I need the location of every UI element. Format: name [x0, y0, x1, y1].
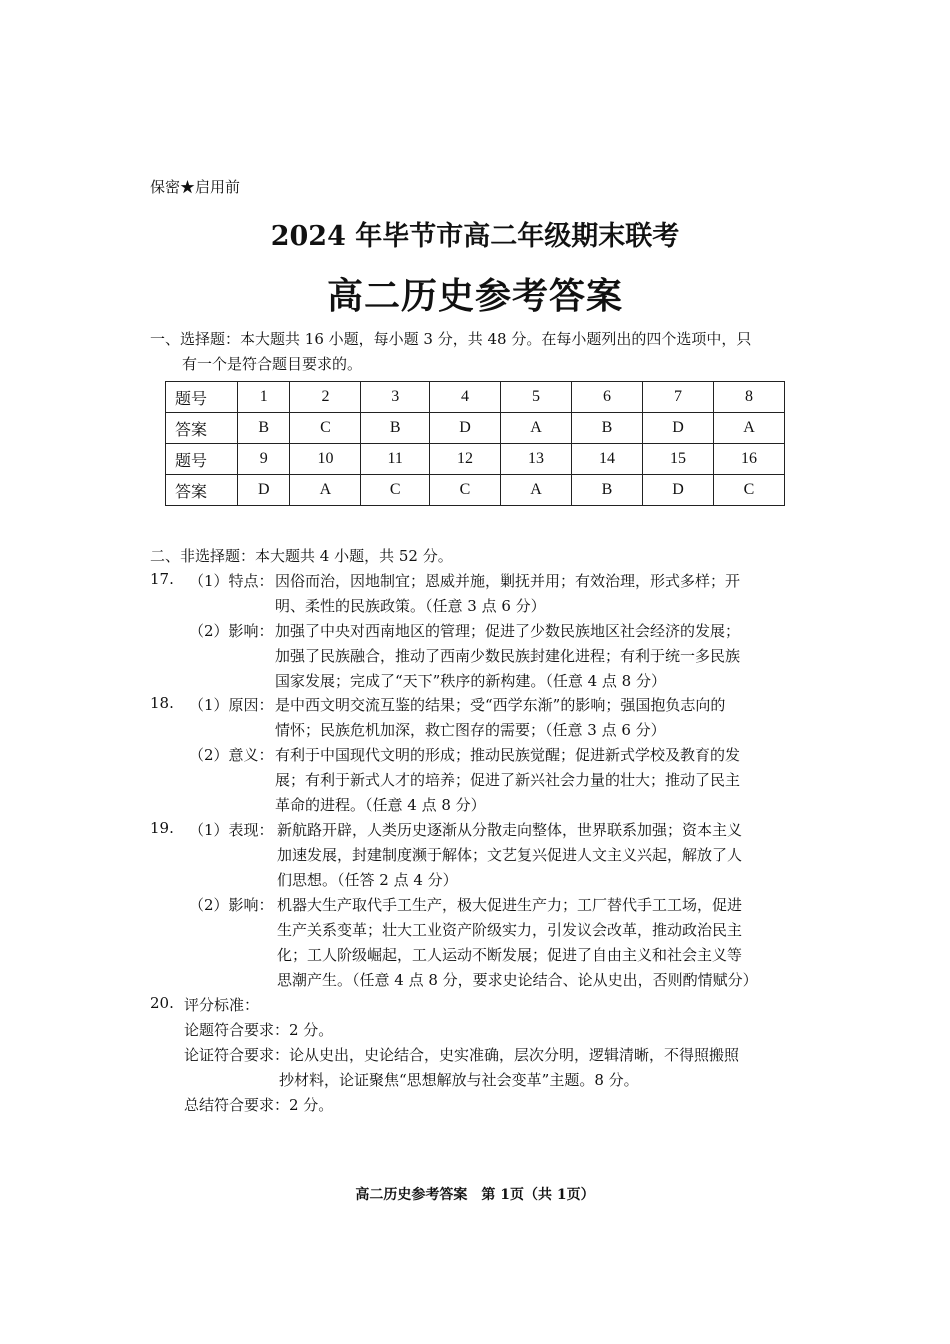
answer-table-cell: D [429, 413, 500, 444]
answer-table-cell: 2 [290, 382, 361, 413]
q17-p2-label: （2）影响： [189, 622, 274, 640]
answer-table-cell: D [642, 475, 713, 506]
section1-heading-cont: 有一个是符合题目要求的。 [182, 355, 363, 373]
q19-p1-label: （1）表现： [189, 821, 274, 839]
answer-table-row-label: 答案 [166, 475, 238, 506]
q19-p2-line: 思潮产生。（任意 4 点 8 分，要求史论结合、论从史出，否则酌情赋分） [277, 971, 758, 989]
answer-table-cell: D [238, 475, 290, 506]
q18-p1-line: 情怀；民族危机加深，救亡图存的需要；（任意 3 点 6 分） [275, 721, 666, 739]
answer-table [165, 381, 785, 506]
section1-heading: 一、选择题：本大题共 16 小题，每小题 3 分，共 48 分。在每小题列出的四个选项中，只 [150, 330, 752, 348]
answer-table-cell: A [290, 475, 361, 506]
answer-table-cell: 6 [571, 382, 642, 413]
q17-p2-line: 加强了中央对西南地区的管理；促进了少数民族地区社会经济的发展； [275, 622, 741, 640]
q19-p2-line: 生产关系变革；壮大工业资产阶级实力，引发议会改革，推动政治民主 [277, 921, 743, 939]
answer-table-cell: 5 [500, 382, 571, 413]
answer-table-cell: 3 [361, 382, 430, 413]
q20-number: 20. [150, 994, 174, 1012]
answer-table-cell: 11 [361, 444, 430, 475]
q18-p2-line: 有利于中国现代文明的形成；推动民族觉醒；促进新式学校及教育的发 [275, 746, 741, 764]
answer-table-row [166, 382, 785, 413]
q19-number: 19. [150, 819, 174, 837]
answer-table-cell: 8 [713, 382, 784, 413]
q19-p2-label: （2）影响： [189, 896, 274, 914]
q19-p1-line: 加速发展，封建制度濒于解体；文艺复兴促进人文主义兴起，解放了人 [277, 846, 743, 864]
q18-p1-line: 是中西文明交流互鉴的结果；受“西学东渐”的影响；强国抱负志向的 [275, 696, 726, 714]
answer-table-cell: 15 [642, 444, 713, 475]
answer-table-cell: B [361, 413, 430, 444]
q20-criterion-cont: 抄材料，论证聚焦“思想解放与社会变革”主题。8 分。 [279, 1071, 639, 1089]
q18-p2-label: （2）意义： [189, 746, 274, 764]
answer-table-cell: C [290, 413, 361, 444]
answer-table-cell: 14 [571, 444, 642, 475]
exam-title: 2024 年毕节市高二年级期末联考 [270, 221, 680, 252]
confidential-label: 保密★启用前 [150, 178, 241, 196]
answer-table-row-label: 题号 [166, 444, 238, 475]
answer-table-row-label: 答案 [166, 413, 238, 444]
answer-table-cell: 16 [713, 444, 784, 475]
q20-heading: 评分标准： [184, 996, 260, 1014]
q17-p1-label: （1）特点： [189, 572, 274, 590]
answer-table-cell: A [500, 413, 571, 444]
q19-p2-line: 机器大生产取代手工生产，极大促进生产力；工厂替代手工工场，促进 [277, 896, 743, 914]
q19-p2-line: 化；工人阶级崛起，工人运动不断发展；促进了自由主义和社会主义等 [277, 946, 743, 964]
answer-table-cell: C [361, 475, 430, 506]
answer-table-cell: 4 [429, 382, 500, 413]
answer-table-cell: B [571, 413, 642, 444]
q20-criterion: 总结符合要求：2 分。 [184, 1096, 334, 1114]
answer-table-cell: A [500, 475, 571, 506]
answer-table-cell: D [642, 413, 713, 444]
answer-table-row [166, 444, 785, 475]
page-footer: 高二历史参考答案 第 1页（共 1页） [355, 1187, 595, 1203]
q17-p1-line: 明、柔性的民族政策。（任意 3 点 6 分） [275, 597, 546, 615]
q18-p1-label: （1）原因： [189, 696, 274, 714]
answer-table-cell: 9 [238, 444, 290, 475]
answer-table-row [166, 413, 785, 444]
answer-table-cell: C [429, 475, 500, 506]
q18-p2-line: 革命的进程。（任意 4 点 8 分） [275, 796, 486, 814]
answer-table-cell: 1 [238, 382, 290, 413]
q20-criterion: 论证符合要求：论从史出，史论结合，史实准确，层次分明，逻辑清晰，不得照搬照 [184, 1046, 740, 1064]
answer-table-cell: A [713, 413, 784, 444]
q20-criterion: 论题符合要求：2 分。 [184, 1021, 334, 1039]
answer-table-cell: 12 [429, 444, 500, 475]
q17-p2-line: 加强了民族融合，推动了西南少数民族封建化进程；有利于统一多民族 [275, 647, 741, 665]
answer-table-row-label: 题号 [166, 382, 238, 413]
q18-number: 18. [150, 694, 174, 712]
q19-p1-line: 们思想。（任答 2 点 4 分） [277, 871, 458, 889]
page-title: 高二历史参考答案 [326, 275, 623, 317]
answer-table-cell: 7 [642, 382, 713, 413]
answer-table-cell: B [571, 475, 642, 506]
q17-number: 17. [150, 570, 174, 588]
answer-table-cell: 10 [290, 444, 361, 475]
q17-p1-line: 因俗而治，因地制宜；恩威并施，剿抚并用；有效治理，形式多样；开 [275, 572, 741, 590]
answer-table-cell: 13 [500, 444, 571, 475]
answer-table-row [166, 475, 785, 506]
answer-table-cell: C [713, 475, 784, 506]
q17-p2-line: 国家发展；完成了“天下”秩序的新构建。（任意 4 点 8 分） [275, 672, 666, 690]
q19-p1-line: 新航路开辟，人类历史逐渐从分散走向整体，世界联系加强；资本主义 [277, 821, 743, 839]
q18-p2-line: 展；有利于新式人才的培养；促进了新兴社会力量的壮大；推动了民主 [275, 771, 741, 789]
section2-heading: 二、非选择题：本大题共 4 小题，共 52 分。 [150, 547, 453, 565]
answer-table-cell: B [238, 413, 290, 444]
